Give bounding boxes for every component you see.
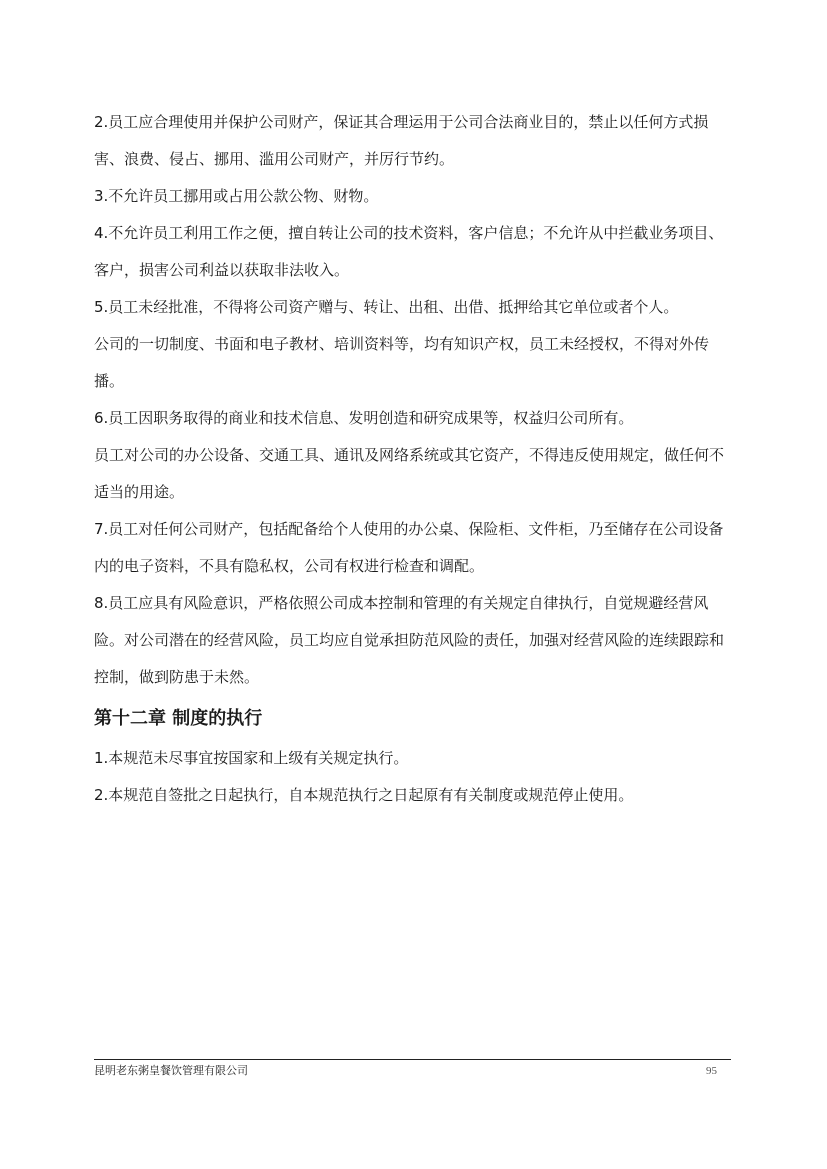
paragraph-article-5: 5.员工未经批准，不得将公司资产赠与、转让、出租、出借、抵押给其它单位或者个人。 — [94, 298, 679, 316]
paragraph-equipment-use: 员工对公司的办公设备、交通工具、通讯及网络系统或其它资产，不得违反使用规定，做任何不适当的用途。 — [94, 446, 725, 501]
page-footer — [94, 1059, 731, 1078]
paragraph-article-8: 8.员工应具有风险意识，严格依照公司成本控制和管理的有关规定自律执行，自觉规避经营风险。对公司潜在的经营风险，员工均应自觉承担防范风险的责任，加强对经营风险的连续跟踪和控制，做到防患于未然。 — [94, 594, 725, 686]
paragraph-article-2: 2.员工应合理使用并保护公司财产，保证其合理运用于公司合法商业目的，禁止以任何方式损害、浪费、侵占、挪用、滥用公司财产，并厉行节约。 — [94, 113, 709, 168]
paragraph-article-3: 3.不允许员工挪用或占用公款公物、财物。 — [94, 187, 379, 205]
page-number: 95 — [706, 1065, 717, 1077]
paragraph-article-6: 6.员工因职务取得的商业和技术信息、发明创造和研究成果等，权益归公司所有。 — [94, 409, 634, 427]
document-body — [94, 104, 734, 814]
paragraph-execution-1: 1.本规范未尽事宜按国家和上级有关规定执行。 — [94, 749, 409, 767]
paragraph-article-7: 7.员工对任何公司财产，包括配备给个人使用的办公桌、保险柜、文件柜，乃至储存在公司设备内的电子资料，不具有隐私权，公司有权进行检查和调配。 — [94, 520, 724, 575]
chapter-heading: 第十二章 制度的执行 — [94, 708, 263, 729]
paragraph-execution-2: 2.本规范自签批之日起执行，自本规范执行之日起原有有关制度或规范停止使用。 — [94, 786, 634, 804]
paragraph-article-4: 4.不允许员工利用工作之便，擅自转让公司的技术资料，客户信息；不允许从中拦截业务项目、客户，损害公司利益以获取非法收入。 — [94, 224, 724, 279]
paragraph-intellectual-property: 公司的一切制度、书面和电子教材、培训资料等，均有知识产权，员工未经授权，不得对外传播。 — [94, 335, 710, 390]
footer-company-name: 昆明老东粥皇餐饮管理有限公司 — [94, 1064, 248, 1077]
